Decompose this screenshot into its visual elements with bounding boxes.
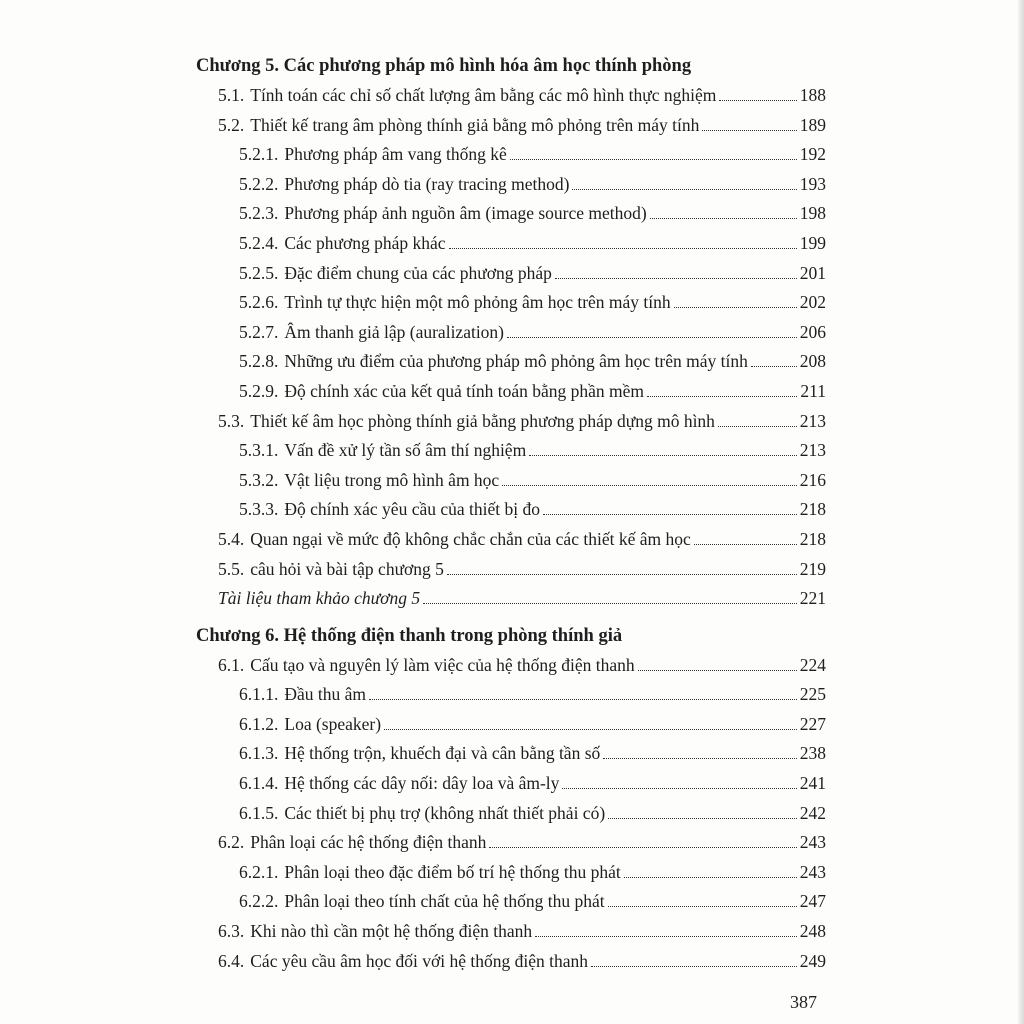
entry-page: 242 (799, 802, 826, 823)
entry-number: 5.5. (218, 558, 245, 579)
toc-entry (196, 769, 826, 799)
chapter-6-entries (196, 651, 826, 977)
entry-title: Đầu thu âm (284, 684, 367, 705)
entry-title: Những ưu điểm của phương pháp mô phỏng âm học trên máy tính (284, 351, 748, 372)
entry-page: 213 (799, 440, 826, 461)
entry-page: 213 (799, 410, 826, 431)
entry-number: 6.2.2. (239, 891, 279, 912)
entry-title: Khi nào thì cần một hệ thống điện thanh (250, 921, 533, 942)
entry-page: 224 (799, 654, 826, 675)
entry-page: 241 (799, 773, 826, 794)
leader-dots (719, 84, 796, 101)
entry-number: 5.2.9. (239, 380, 279, 401)
entry-page: 198 (799, 203, 826, 224)
toc-entry-references (196, 584, 826, 614)
chapter-5-entries (196, 81, 826, 614)
entry-page: 188 (799, 85, 826, 105)
leader-dots (718, 410, 797, 427)
leader-dots (572, 173, 796, 190)
entry-page: 218 (799, 499, 826, 520)
leader-dots (449, 232, 797, 249)
toc-entry (196, 651, 826, 681)
toc-entry (196, 858, 826, 888)
entry-page: 216 (799, 469, 826, 490)
entry-title: Phân loại theo tính chất của hệ thống thu phát (284, 891, 605, 912)
entry-number: 5.4. (218, 528, 245, 549)
entry-number: 5.3.2. (239, 469, 279, 490)
entry-title: Vấn đề xử lý tần số âm thí nghiệm (284, 440, 527, 461)
entry-page: 199 (799, 232, 826, 253)
entry-page: 218 (799, 528, 826, 549)
entry-number: 5.2.8. (239, 351, 279, 372)
entry-number: 5.2.4. (239, 232, 279, 253)
toc-entry (196, 555, 826, 585)
toc-entry (196, 140, 826, 170)
entry-title: Tính toán các chỉ số chất lượng âm bằng các mô hình thực nghiệm (250, 85, 717, 105)
leader-dots (507, 321, 797, 338)
page-number: 387 (790, 992, 817, 1012)
entry-number: 5.2.1. (239, 144, 279, 165)
entry-title: Phương pháp dò tia (ray tracing method) (284, 173, 570, 194)
entry-title: Quan ngại về mức độ không chắc chắn của các thiết kế âm học (250, 528, 691, 549)
entry-page: 243 (799, 861, 826, 882)
leader-dots (423, 587, 797, 604)
leader-dots (529, 439, 797, 456)
toc-entry (196, 407, 826, 437)
toc-entry (196, 199, 826, 229)
entry-number: 6.1.2. (239, 713, 279, 734)
entry-page: 192 (799, 144, 826, 165)
entry-number: 6.4. (218, 950, 245, 971)
entry-number: 5.3.3. (239, 499, 279, 520)
entry-page: 206 (799, 321, 826, 342)
entry-title: Các yêu cầu âm học đối với hệ thống điện thanh (250, 950, 589, 971)
entry-number: 5.3. (218, 410, 245, 431)
entry-page: 248 (799, 921, 826, 942)
entry-title: Phương pháp ảnh nguồn âm (image source method) (284, 203, 647, 224)
page-edge (1018, 0, 1024, 1024)
entry-title: Độ chính xác của kết quả tính toán bằng phần mềm (284, 380, 644, 401)
leader-dots (694, 528, 797, 545)
entry-number: 6.1.4. (239, 773, 279, 794)
entry-title: Loa (speaker) (284, 713, 382, 734)
entry-title: Các phương pháp khác (284, 232, 446, 253)
entry-page: 219 (799, 558, 826, 579)
entry-title: Vật liệu trong mô hình âm học (284, 469, 500, 490)
leader-dots (650, 203, 797, 220)
entry-number: 6.2. (218, 832, 245, 853)
toc-entry (196, 259, 826, 289)
entry-number: 6.3. (218, 921, 245, 942)
entry-number: 6.2.1. (239, 861, 279, 882)
toc-entry (196, 917, 826, 947)
entry-number: 6.1.3. (239, 743, 279, 764)
entry-number: 5.2.3. (239, 203, 279, 224)
entry-title: Độ chính xác yêu cầu của thiết bị đo (284, 499, 540, 520)
entry-title: Thiết kế âm học phòng thính giả bằng phương pháp dựng mô hình (250, 410, 715, 431)
leader-dots (608, 891, 797, 908)
toc-entry (196, 680, 826, 710)
entry-number: 5.2.5. (239, 262, 279, 283)
entry-title: Hệ thống trộn, khuếch đại và cân bằng tần số (284, 743, 601, 764)
leader-dots (510, 143, 797, 160)
entry-page: 247 (799, 891, 826, 912)
entry-title: Phân loại theo đặc điểm bố trí hệ thống thu phát (284, 861, 621, 882)
leader-dots (555, 262, 797, 279)
toc-entry (196, 347, 826, 377)
toc-entry (196, 495, 826, 525)
toc-entry (196, 288, 826, 318)
entry-page: 238 (799, 743, 826, 764)
entry-title: câu hỏi và bài tập chương 5 (250, 558, 444, 579)
toc-entry (196, 947, 826, 977)
entry-page: 211 (800, 380, 826, 401)
leader-dots (502, 469, 797, 486)
leader-dots (603, 743, 796, 760)
toc-entry (196, 436, 826, 466)
leader-dots (674, 291, 797, 308)
toc-entry (196, 739, 826, 769)
entry-page: 227 (799, 713, 826, 734)
entry-title: Thiết kế trang âm phòng thính giả bằng mô phỏng trên máy tính (250, 114, 700, 135)
entry-page: 193 (799, 173, 826, 194)
chapter-5-heading: Chương 5. Các phương pháp mô hình hóa âm học thính phòng (196, 56, 692, 76)
toc-entry (196, 525, 826, 555)
entry-title: Đặc điểm chung của các phương pháp (284, 262, 552, 283)
toc-entry (196, 799, 826, 829)
entry-title: Phương pháp âm vang thống kê (284, 144, 507, 165)
entry-page: 225 (799, 684, 826, 705)
entry-title: Cấu tạo và nguyên lý làm việc của hệ thống điện thanh (250, 654, 635, 675)
entry-title: Hệ thống các dây nối: dây loa và âm-ly (284, 773, 560, 794)
toc-entry (196, 887, 826, 917)
entry-number: 5.2.7. (239, 321, 279, 342)
entry-title: Phân loại các hệ thống điện thanh (250, 832, 487, 853)
entry-number: 6.1.5. (239, 802, 279, 823)
leader-dots (489, 832, 796, 849)
leader-dots (608, 802, 797, 819)
toc-entry (196, 710, 826, 740)
leader-dots (647, 380, 797, 397)
entry-page: 208 (799, 351, 826, 372)
leader-dots (638, 654, 797, 671)
entry-number: 6.1. (218, 654, 245, 675)
toc-entry (196, 828, 826, 858)
entry-number: 5.1. (218, 85, 245, 105)
entry-number: 6.1.1. (239, 684, 279, 705)
entry-title: Tài liệu tham khảo chương 5 (218, 588, 421, 609)
entry-number: 5.2.6. (239, 292, 279, 313)
leader-dots (702, 114, 796, 131)
entry-page: 202 (799, 292, 826, 313)
toc-entry (196, 229, 826, 259)
leader-dots (369, 684, 797, 701)
leader-dots (562, 772, 796, 789)
leader-dots (591, 950, 797, 967)
entry-title: Các thiết bị phụ trợ (không nhất thiết phải có) (284, 802, 606, 823)
entry-page: 249 (799, 950, 826, 971)
entry-page: 221 (799, 588, 826, 609)
toc-entry (196, 170, 826, 200)
entry-number: 5.3.1. (239, 440, 279, 461)
entry-number: 5.2. (218, 114, 245, 135)
toc-entry (196, 111, 826, 141)
toc-entry (196, 81, 826, 111)
leader-dots (384, 713, 797, 730)
chapter-6-heading: Chương 6. Hệ thống điện thanh trong phòng thính giả (196, 625, 623, 646)
entry-title: Trình tự thực hiện một mô phỏng âm học trên máy tính (284, 292, 671, 313)
toc-entry (196, 318, 826, 348)
table-of-contents (196, 52, 826, 976)
entry-page: 189 (799, 114, 826, 135)
toc-entry (196, 466, 826, 496)
leader-dots (751, 351, 797, 368)
entry-page: 243 (799, 832, 826, 853)
leader-dots (447, 558, 797, 575)
leader-dots (624, 861, 797, 878)
toc-entry (196, 377, 826, 407)
entry-number: 5.2.2. (239, 173, 279, 194)
leader-dots (543, 499, 797, 516)
entry-title: Âm thanh giả lập (auralization) (284, 321, 505, 342)
entry-page: 201 (799, 262, 826, 283)
leader-dots (535, 920, 797, 937)
